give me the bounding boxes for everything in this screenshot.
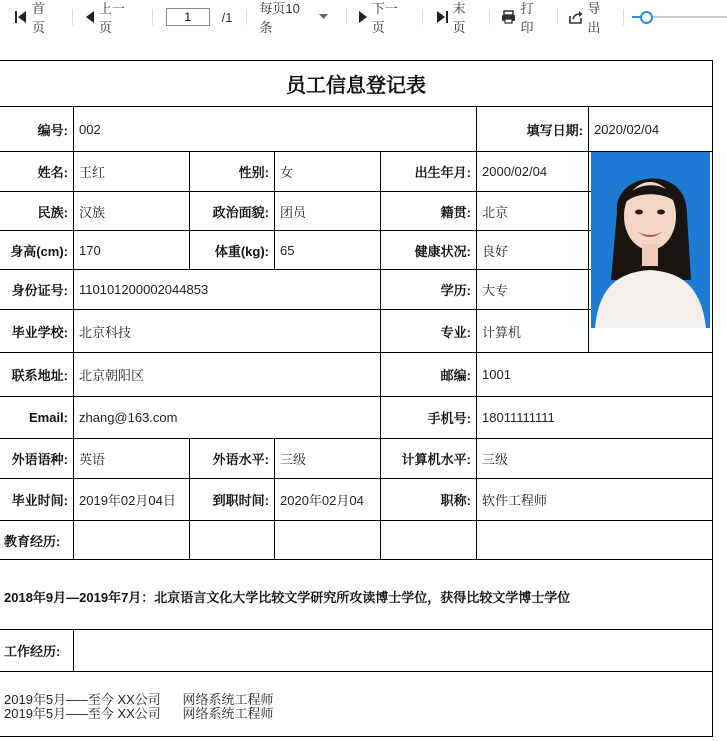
prev-page-button[interactable] — [85, 0, 138, 34]
label-id: 编号: — [37, 122, 68, 138]
value-language-level: 三级 — [280, 452, 307, 467]
value-major: 计算机 — [482, 324, 522, 340]
last-page-button[interactable] — [435, 0, 479, 34]
first-page-icon — [14, 10, 28, 24]
print-button[interactable] — [501, 0, 546, 34]
value-phone: 18011111111 — [482, 410, 555, 425]
value-address: 北京朝阳区 — [79, 368, 145, 383]
last-page-label: 末页 — [452, 1, 466, 35]
label-grad-time: 毕业时间: — [11, 493, 68, 508]
value-health: 良好 — [482, 243, 509, 259]
toolbar-divider — [422, 9, 423, 25]
edu-history-text: 2018年9月—2019年7月：北京语言文化大学比较文学研究所攻读博士学位，获得比较文学博士学位 — [4, 590, 571, 605]
label-height: 身高(cm): — [10, 243, 68, 259]
value-education: 大专 — [482, 283, 509, 298]
row-divider — [0, 671, 713, 672]
toolbar-divider — [489, 9, 490, 25]
row-divider — [0, 559, 713, 560]
value-name: 王红 — [79, 165, 106, 180]
value-weight: 65 — [280, 242, 295, 258]
col-divider — [73, 629, 74, 672]
value-grad-time: 2019年02月04日 — [79, 493, 176, 508]
col-divider — [73, 520, 74, 560]
per-page-label: 每页10条 — [259, 1, 300, 35]
label-language-level: 外语水平: — [212, 452, 269, 467]
next-page-icon — [358, 10, 368, 24]
print-label: 打印 — [520, 1, 534, 35]
employee-photo — [591, 152, 710, 328]
value-postcode: 1001 — [482, 367, 511, 382]
per-page-select[interactable] — [259, 0, 331, 34]
value-ethnicity: 汉族 — [79, 204, 106, 220]
label-email: Email: — [28, 410, 68, 425]
label-birth: 出生年月: — [414, 165, 471, 180]
label-health: 健康状况: — [414, 243, 471, 259]
label-computer-level: 计算机水平: — [401, 452, 471, 467]
row-divider — [0, 520, 713, 521]
value-gender: 女 — [280, 165, 294, 180]
value-idcard: 110101200002044853 — [79, 282, 209, 297]
prev-page-icon — [85, 10, 95, 24]
row-divider — [0, 629, 713, 630]
prev-page-label: 上一页 — [98, 1, 125, 35]
label-name: 姓名: — [37, 165, 68, 180]
value-join-time: 2020年02月04 — [280, 493, 364, 508]
value-email: zhang@163.com — [79, 410, 178, 425]
toolbar-divider — [623, 9, 624, 25]
label-gender: 性别: — [238, 165, 269, 180]
label-work-history: 工作经历: — [4, 644, 61, 659]
label-join-time: 到职时间: — [212, 493, 269, 508]
label-education: 学历: — [440, 283, 471, 298]
label-major: 专业: — [440, 324, 471, 340]
export-button[interactable] — [569, 0, 613, 34]
work-history-line: 2019年5月–––至今 XX公司 网络系统工程师 — [4, 692, 274, 707]
report-toolbar — [0, 0, 727, 34]
page-total: /1 — [221, 9, 233, 25]
value-job-title: 软件工程师 — [482, 493, 548, 508]
toolbar-divider — [246, 9, 247, 25]
employee-form — [0, 60, 713, 736]
label-edu-history: 教育经历: — [4, 533, 61, 549]
label-address: 联系地址: — [11, 368, 68, 383]
value-fill-date: 2020/02/04 — [594, 121, 660, 137]
value-computer-level: 三级 — [482, 452, 509, 467]
export-label: 导出 — [587, 1, 601, 35]
page-number-input[interactable] — [166, 8, 210, 26]
label-language: 外语语种: — [11, 452, 68, 467]
toolbar-divider — [346, 9, 347, 25]
value-birth: 2000/02/04 — [482, 164, 548, 179]
label-fill-date: 填写日期: — [526, 122, 583, 138]
first-page-label: 首页 — [31, 1, 45, 35]
label-idcard: 身份证号: — [11, 283, 68, 298]
next-page-button[interactable] — [358, 0, 411, 34]
value-id: 002 — [79, 121, 101, 137]
work-history-line: 2019年5月–––至今 XX公司 网络系统工程师 — [4, 706, 274, 721]
chevron-down-icon — [319, 14, 328, 20]
zoom-slider-handle[interactable] — [640, 11, 653, 24]
toolbar-divider — [72, 9, 73, 25]
toolbar-divider — [152, 9, 153, 25]
value-school: 北京科技 — [79, 324, 132, 340]
label-political: 政治面貌: — [212, 204, 269, 220]
last-page-icon — [435, 10, 449, 24]
label-postcode: 邮编: — [440, 368, 471, 383]
next-page-label: 下一页 — [371, 1, 398, 35]
value-language: 英语 — [79, 452, 106, 467]
value-political: 团员 — [280, 204, 307, 220]
value-height: 170 — [79, 242, 101, 258]
label-phone: 手机号: — [427, 411, 471, 426]
first-page-button[interactable] — [14, 0, 58, 34]
form-title: 员工信息登记表 — [0, 60, 712, 107]
label-job-title: 职称: — [440, 493, 471, 508]
value-native: 北京 — [482, 204, 509, 220]
label-ethnicity: 民族: — [37, 204, 68, 220]
export-icon — [569, 10, 583, 24]
zoom-slider[interactable] — [632, 10, 727, 24]
toolbar-divider — [557, 9, 558, 25]
label-weight: 体重(kg): — [214, 243, 269, 259]
label-native: 籍贯: — [440, 204, 471, 220]
printer-icon — [501, 10, 516, 24]
label-school: 毕业学校: — [11, 324, 68, 340]
